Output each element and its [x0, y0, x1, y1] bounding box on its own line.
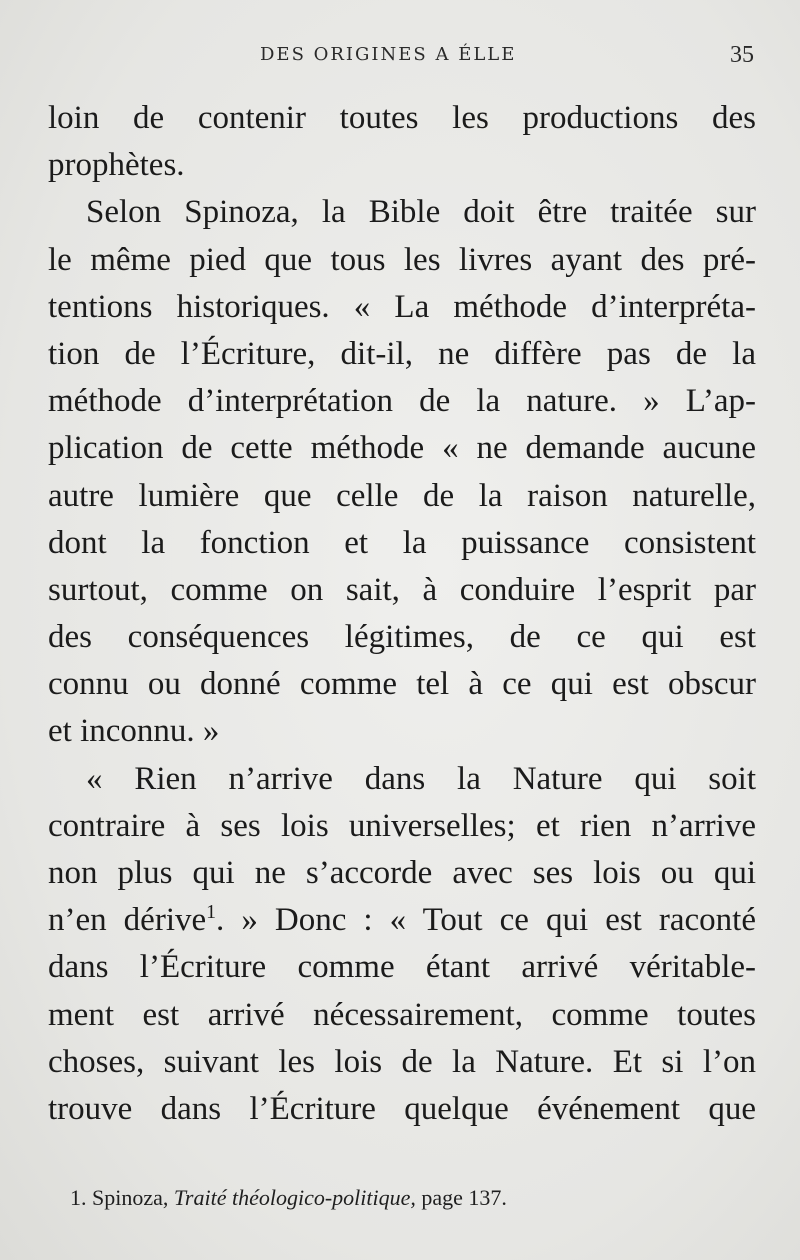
text-line: non plus qui ne s’accorde avec ses lois ou qui — [48, 855, 756, 891]
footnote-author: Spinoza, — [92, 1185, 169, 1210]
text-line: connu ou donné comme tel à ce qui est obscur — [48, 666, 756, 703]
text-line: Selon Spinoza, la Bible doit être traitée sur — [86, 194, 756, 231]
text-line: dans l’Écriture comme étant arrivé véritable- — [48, 949, 756, 986]
text-line: le même pied que tous les livres ayant des pré- — [48, 241, 756, 278]
text-line: loin de contenir toutes les productions des — [48, 100, 756, 136]
text-line: dont la fonction et la puissance consistent — [48, 524, 756, 561]
text-line: autre lumière que celle de la raison naturelle, — [48, 477, 756, 514]
footnote-title: Traité théologico-politique, — [173, 1185, 416, 1210]
page-number: 35 — [730, 42, 754, 68]
text-line: tentions historiques. « La méthode d’interpréta- — [48, 288, 756, 325]
body-text — [48, 95, 756, 1133]
text-line: méthode d’interprétation de la nature. » L’ap- — [48, 383, 756, 420]
running-title: DES ORIGINES A ÉLLE — [260, 44, 517, 65]
text-line: trouve dans l’Écriture quelque événement que — [48, 1090, 756, 1127]
text-line: contraire à ses lois universelles; et rien n’arrive — [48, 807, 756, 844]
footnote-page: page 137. — [421, 1185, 507, 1210]
footnote — [70, 1185, 507, 1211]
line-end: . » Donc : « Tout ce qui est raconté — [216, 902, 756, 939]
text-line: tion de l’Écriture, dit-il, ne diffère pas de la — [48, 335, 756, 372]
text-line: prophètes. — [48, 147, 185, 184]
text-line-with-footnote — [48, 897, 756, 944]
footnote-marker: 1 — [206, 901, 217, 924]
line-start: n’en dérive — [48, 902, 207, 939]
text-line: des conséquences légitimes, de ce qui est — [48, 619, 756, 656]
text-line: ment est arrivé nécessairement, comme toutes — [48, 996, 756, 1033]
text-line: choses, suivant les lois de la Nature. Et si l’on — [48, 1043, 756, 1080]
text-line: « Rien n’arrive dans la Nature qui soit — [86, 760, 756, 797]
text-line: surtout, comme on sait, à conduire l’esprit par — [48, 571, 756, 608]
footnote-number: 1. — [70, 1185, 87, 1210]
text-line: et inconnu. » — [48, 713, 220, 750]
text-line: plication de cette méthode « ne demande aucune — [48, 430, 756, 467]
